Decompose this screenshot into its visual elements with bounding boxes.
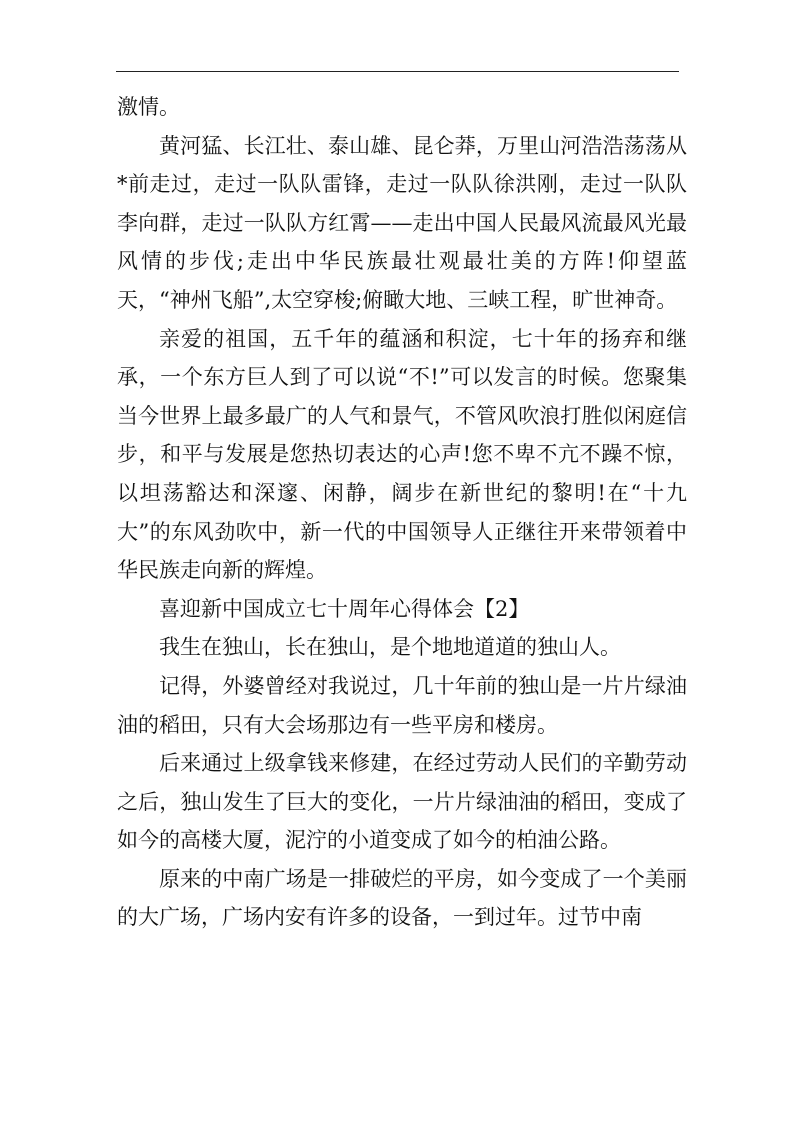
paragraph-continuation: 激情。 [117, 95, 180, 119]
paragraph-grandmother: 记得，外婆曾经对我说过，几十年前的独山是一片片绿油油的稻田，只有大会场那边有一些平房和楼房。 [117, 673, 687, 737]
section-heading: 喜迎新中国成立七十周年心得体会【2】 [159, 596, 530, 621]
paragraph-motherland: 亲爱的祖国，五千年的蕴涵和积淀，七十年的扬弃和继承，一个东方巨人到了可以说“不!”可以发言的时候。您聚集当今世界上最多最广的人气和景气，不管风吹浪打胜似闲庭信步，和平与发展是您热切表达的心声!您不卑不亢不躁不惊，以坦荡豁达和深邃、闲静，阔步在新世纪的黎明!在“十九大”的东风劲吹中，新一代的中国领导人正继往开来带领着中华民族走向新的辉煌。 [117, 326, 687, 583]
paragraph-dushan-intro: 我生在独山，长在独山，是个地地道道的独山人。 [159, 635, 621, 660]
document-body [117, 88, 687, 937]
paragraph-construction: 后来通过上级拿钱来修建，在经过劳动人民们的辛勤劳动之后，独山发生了巨大的变化，一片片绿油油的稻田，变成了如今的高楼大厦，泥泞的小道变成了如今的柏油公路。 [117, 751, 687, 853]
header-rule [116, 71, 679, 72]
paragraph-square: 原来的中南广场是一排破烂的平房，如今变成了一个美丽的大广场，广场内安有许多的设备，一到过年。过节中南 [117, 866, 687, 930]
paragraph-rivers: 黄河猛、长江壮、泰山雄、昆仑莽，万里山河浩浩荡荡从*前走过，走过一队队雷锋，走过一队队徐洪刚，走过一队队李向群，走过一队队方红霄——走出中国人民最风流最风光最风情的步伐;走出中华民族最壮观最壮美的方阵!仰望蓝天，“神州飞船”,太空穿梭;俯瞰大地、三峡工程，旷世神奇。 [117, 133, 687, 312]
